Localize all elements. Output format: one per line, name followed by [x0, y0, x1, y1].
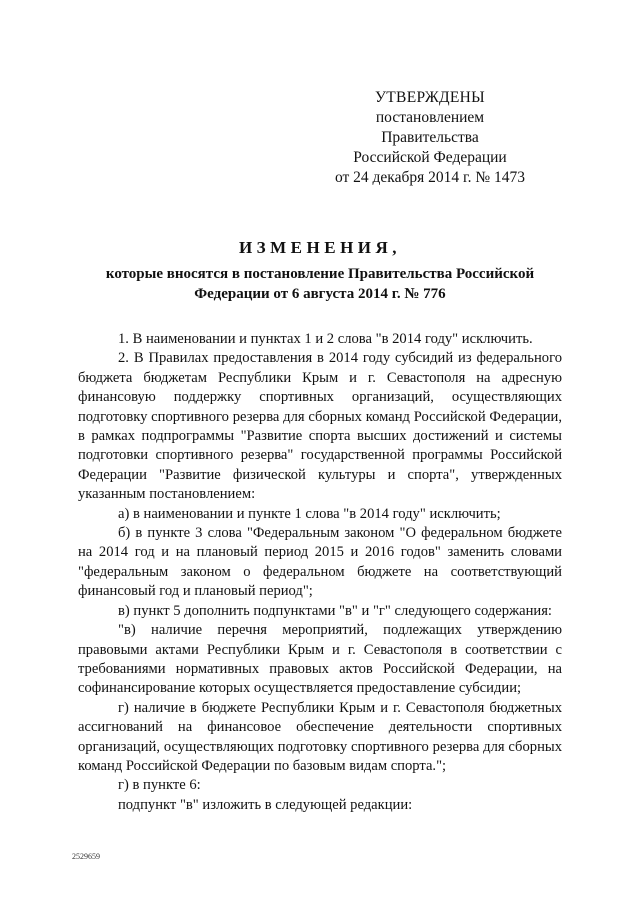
paragraph-quoted-v: "в) наличие перечня мероприятий, подлежащих утверждению правовыми актами Республики Крым и г. Севастополя в соответствии с требованиями нормативных правовых актов Российской Федерации, на софинансирование которых осуществляется предоставление субсидии; [78, 622, 562, 697]
approval-line-federation: Российской Федерации [353, 149, 507, 166]
paragraph-subpoint-v: подпункт "в" изложить в следующей редакции: [118, 796, 413, 813]
approval-heading: УТВЕРЖДЕНЫ [375, 89, 485, 106]
approval-line-resolution: постановлением Правительства [375, 109, 485, 146]
paragraph-g: г) в пункте 6: [118, 777, 201, 794]
approval-block [330, 88, 530, 188]
paragraph-b: б) в пункте 3 слова "Федеральным законом "О федеральном бюджете на 2014 год и на плановый период 2015 и 2016 годов" заменить словами "федеральным законом о федеральном бюджете на соответствующий финансовый год и плановый период"; [78, 525, 562, 600]
subtitle-line-2: Федерации от 6 августа 2014 г. № 776 [194, 286, 446, 302]
paragraph-v: в) пункт 5 дополнить подпунктами "в" и "г" следующего содержания: [118, 602, 552, 619]
approval-line-date: от 24 декабря 2014 г. № 1473 [334, 169, 526, 186]
paragraph-2: 2. В Правилах предоставления в 2014 году субсидий из федерального бюджета бюджетам Республики Крым и г. Севастополя на адресную финансовую поддержку спортивных организаций, осуществляющих подготовку спортивного резерва для сборных команд Российской Федерации, в рамках подпрограммы "Развитие спорта высших достижений и системы подготовки спортивного резерва" государственной программы Российской Федерации "Развитие физической культуры и спорта", утвержденных указанным постановлением: [78, 350, 562, 503]
document-title: ИЗМЕНЕНИЯ, [238, 238, 402, 257]
document-body [78, 330, 562, 815]
paragraph-a: а) в наименовании и пункте 1 слова "в 2014 году" исключить; [118, 505, 501, 522]
subtitle-line-1: которые вносятся в постановление Правительства Российской [105, 266, 535, 282]
document-subtitle [80, 264, 560, 304]
paragraph-1: 1. В наименовании и пунктах 1 и 2 слова "в 2014 году" исключить. [118, 331, 533, 347]
paragraph-quoted-g: г) наличие в бюджете Республики Крым и г. Севастополя бюджетных ассигнований на финансовое обеспечение деятельности спортивных организаций, осуществляющих подготовку спортивного резерва для сборных команд Российской Федерации по базовым видам спорта."; [78, 699, 562, 774]
document-code: 2529659 [72, 852, 100, 861]
